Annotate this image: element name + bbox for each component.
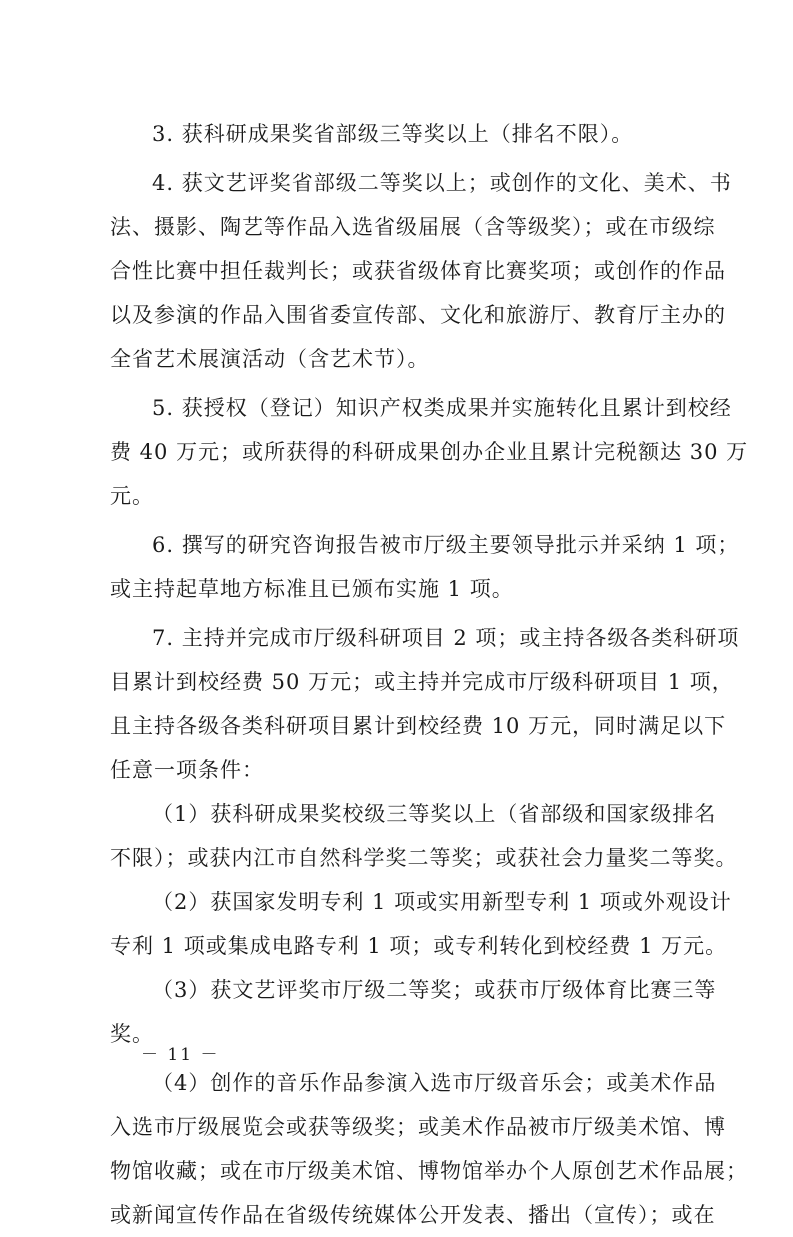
condition-4-line-1: （4）创作的音乐作品参演入选市厅级音乐会；或美术作品 bbox=[152, 1071, 717, 1095]
condition-3-line-1: （3）获文艺评奖市厅级二等奖；或获市厅级体育比赛三等 bbox=[152, 978, 717, 1002]
paragraph-6-line-1: 6. 撰写的研究咨询报告被市厅级主要领导批示并采纳 1 项； bbox=[152, 533, 740, 557]
condition-1-line-2: 不限）；或获内江市自然科学奖二等奖；或获社会力量奖二等奖。 bbox=[110, 846, 738, 870]
paragraph-6-line-2: 或主持起草地方标准且已颁布实施 1 项。 bbox=[110, 577, 514, 601]
paragraph-7-line-4: 任意一项条件： bbox=[110, 758, 264, 782]
page-number: － 11 － bbox=[141, 1045, 220, 1065]
condition-1-line-1: （1）获科研成果奖校级三等奖以上（省部级和国家级排名 bbox=[152, 802, 717, 826]
paragraph-4-line-1: 4. 获文艺评奖省部级二等奖以上；或创作的文化、美术、书 bbox=[152, 171, 732, 195]
document-body bbox=[110, 112, 749, 1237]
condition-3-line-2: 奖。 bbox=[110, 1022, 154, 1046]
condition-2-line-1: （2）获国家发明专利 1 项或实用新型专利 1 项或外观设计 bbox=[152, 890, 732, 914]
paragraph-5-line-2: 费 40 万元；或所获得的科研成果创办企业且累计完税额达 30 万 bbox=[110, 440, 749, 464]
condition-4-line-3: 物馆收藏；或在市厅级美术馆、博物馆举办个人原创艺术作品展； bbox=[110, 1159, 748, 1183]
paragraph-7-line-3: 且主持各级各类科研项目累计到校经费 10 万元，同时满足以下 bbox=[110, 714, 727, 738]
condition-2-line-2: 专利 1 项或集成电路专利 1 项；或专利转化到校经费 1 万元。 bbox=[110, 934, 728, 958]
condition-4-line-4: 或新闻宣传作品在省级传统媒体公开发表、播出（宣传）；或在 bbox=[110, 1203, 716, 1227]
paragraph-7-line-1: 7. 主持并完成市厅级科研项目 2 项；或主持各级各类科研项 bbox=[152, 626, 740, 650]
paragraph-4-line-3: 合性比赛中担任裁判长；或获省级体育比赛奖项；或创作的作品 bbox=[110, 259, 726, 283]
paragraph-3-line-1: 3. 获科研成果奖省部级三等奖以上（排名不限）。 bbox=[152, 122, 634, 146]
paragraph-5-line-1: 5. 获授权（登记）知识产权类成果并实施转化且累计到校经 bbox=[152, 396, 732, 420]
paragraph-4-line-2: 法、摄影、陶艺等作品入选省级届展（含等级奖）；或在市级综 bbox=[110, 215, 716, 239]
paragraph-4-line-4: 以及参演的作品入围省委宣传部、文化和旅游厅、教育厅主办的 bbox=[110, 303, 726, 327]
paragraph-5-line-3: 元。 bbox=[110, 484, 154, 508]
paragraph-7-line-2: 目累计到校经费 50 万元；或主持并完成市厅级科研项目 1 项， bbox=[110, 670, 734, 694]
paragraph-4-line-5: 全省艺术展演活动（含艺术节）。 bbox=[110, 347, 430, 371]
condition-4-line-2: 入选市厅级展览会或获等级奖；或美术作品被市厅级美术馆、博 bbox=[110, 1115, 726, 1139]
